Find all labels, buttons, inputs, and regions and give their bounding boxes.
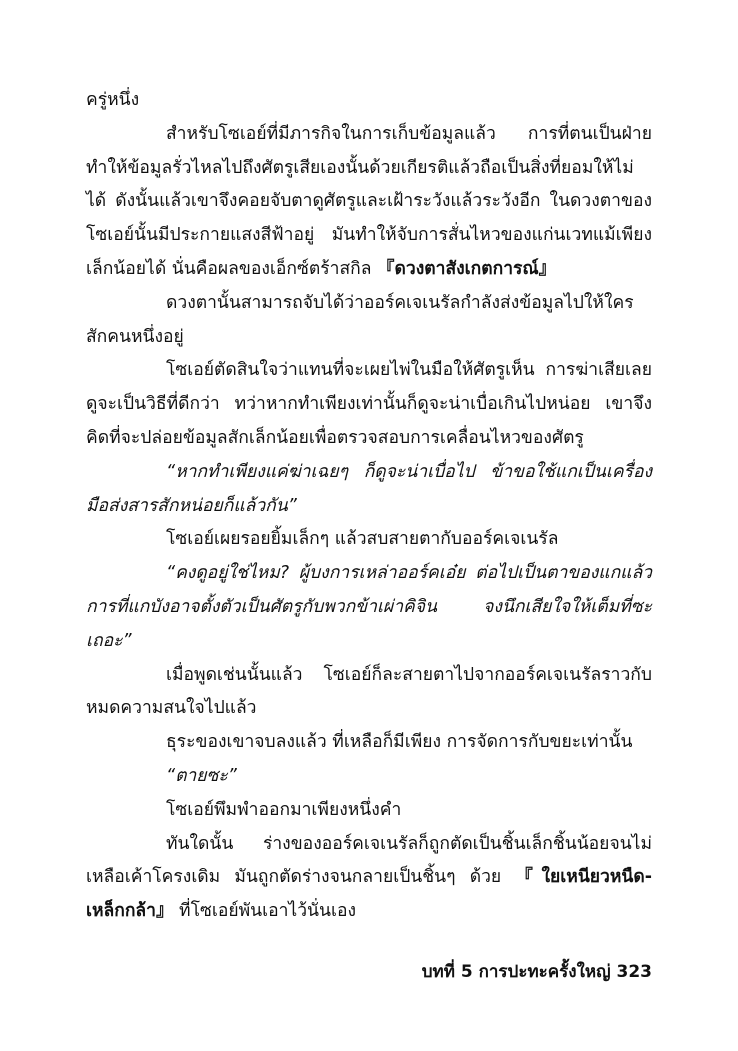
paragraph: โซเอย์เผยรอยยิ้มเล็กๆ แล้วสบสายตากับออร์คเจเนรัล bbox=[166, 529, 559, 550]
paragraph: เมื่อพูดเช่นนั้นแล้ว โซเอย์ก็ละสายตาไปจากออร์คเจเนรัลราวกับหมดความสนใจไปแล้ว bbox=[86, 664, 652, 719]
skill-name: 『ใยเหนียวหนืด-เหล็กกล้า』 bbox=[86, 867, 652, 922]
body-text bbox=[86, 84, 652, 929]
paragraph: โซเอย์พึมพำออกมาเพียงหนึ่งคำ bbox=[166, 799, 402, 820]
paragraph: โซเอย์ตัดสินใจว่าแทนที่จะเผยไพ่ในมือให้ศัตรูเห็น การฆ่าเสียเลยดูจะเป็นวิธีที่ดีกว่า ทว่าหากทำเพียงเท่านั้นก็ดูจะน่าเบื่อเกินไปหน่อย เขาจึงคิดที่จะปล่อยข้อมูลสักเล็กน้อยเพื่อตรวจสอบการเคลื่อนไหวของศัตรู bbox=[86, 360, 652, 448]
paragraph: ครู่หนึ่ง bbox=[86, 90, 140, 110]
page-footer: บทที่ 5 การปะทะครั้งใหญ่ 323 bbox=[421, 962, 652, 982]
paragraph: สำหรับโซเอย์ที่มีภารกิจในการเก็บข้อมูลแล้ว การที่ตนเป็นฝ่ายทำให้ข้อมูลรั่วไหลไปถึงศัตรูเสียเองนั้นด้วยเกียรติแล้วถือเป็นสิ่งที่ยอมให้ไม่ได้ ดังนั้นแล้วเขาจึงคอยจับตาดูศัตรูและเฝ้าระวังแล้วระวังอีก ในดวงตาของโซเอย์นั้นมีประกายแสงสีฟ้าอยู่ มันทำให้จับการสั่นไหวของแก่นเวทแม้เพียงเล็กน้อยได้ นั่นคือผลของเอ็กซ์ตร้าสกิล 『ดวงตาสังเกตการณ์』 bbox=[86, 123, 652, 279]
paragraph: ทันใดนั้น ร่างของออร์คเจเนรัลก็ถูกตัดเป็นชิ้นเล็กชิ้นน้อยจนไม่เหลือเค้าโครงเดิม มันถูกตัดร่างจนกลายเป็นชิ้นๆ ด้วย 『ใยเหนียวหนืด-เหล็กกล้า』 ที่โซเอย์พันเอาไว้นั่นเอง bbox=[86, 833, 652, 922]
dialogue: “ตายซะ” bbox=[166, 765, 237, 786]
dialogue: “หากทำเพียงแค่ฆ่าเฉยๆ ก็ดูจะน่าเบื่อไป ข้าขอใช้แกเป็นเครื่องมือส่งสารสักหน่อยก็แล้วกัน” bbox=[86, 461, 652, 516]
dialogue: “คงดูอยู่ใช่ไหม? ผู้บงการเหล่าออร์คเอ๋ย ต่อไปเป็นตาของแกแล้ว การที่แกบังอาจตั้งตัวเป็นศัตรูกับพวกข้าเผ่าคิจิน จงนึกเสียใจให้เต็มที่ซะเถอะ” bbox=[86, 563, 652, 651]
skill-name: 『ดวงตาสังเกตการณ์』 bbox=[377, 258, 557, 279]
paragraph: ดวงตานั้นสามารถจับได้ว่าออร์คเจเนรัลกำลังส่งข้อมูลไปให้ใครสักคนหนึ่งอยู่ bbox=[86, 292, 634, 347]
paragraph: ธุระของเขาจบลงแล้ว ที่เหลือก็มีเพียง การจัดการกับขยะเท่านั้น bbox=[166, 732, 633, 753]
